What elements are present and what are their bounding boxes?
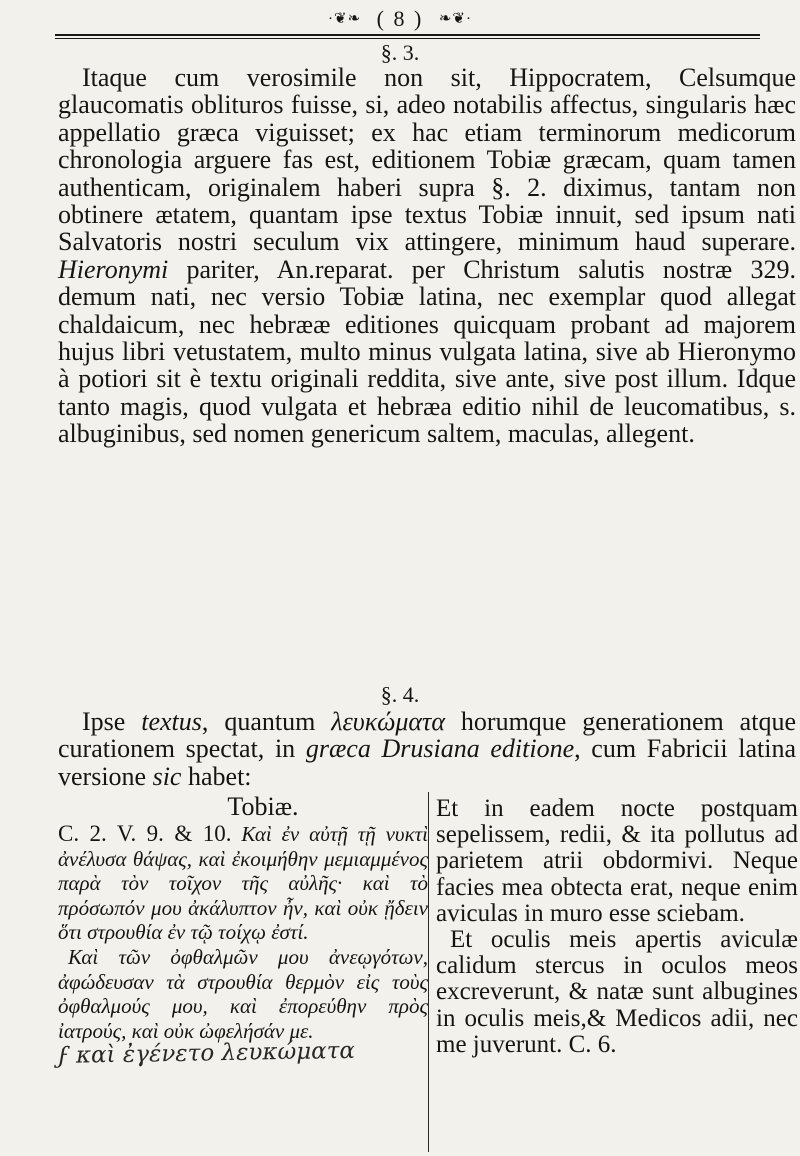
chapter-ref: C. 6. [568,1030,617,1058]
chapter-verse-ref: C. 2. V. 9. & 10. [58,821,232,846]
greek-column [58,792,428,1069]
paragraph-text-cont: pariter, An.reparat. per Christum salutis nostræ 329. demum nati, nec versio Tobiæ latina, nec exemplar quod allegat chaldaicum, nec hebrææ editiones quicquam probant ad majorem hujus libri vetustatem, multo minus vulgata latina, sive ab Hieronymo à potiori sit è textu originali reddita, sive ante, sive post illum. Idque tanto magis, quod vulgata et hebræa editio nihil de leucomatibus, s. albuginibus, sed nomen genericum saltem, maculas, allegent. [58,254,796,449]
section-mark-3: §. 3. [380,40,420,65]
edition-name: græca Drusiana editione [305,734,575,764]
latin-verse-9: Et in eadem nocte postquam sepelissem, redii, & ita pollutus ad parietem atrii obdormivi. Neque facies mea obtecta erat, neque enim aviculas in muro esse sciebam. [436,795,798,927]
section-mark-4: §. 4. [380,682,420,707]
parallel-text [58,792,798,1152]
greek-verse-9: C. 2. V. 9. & 10. Καὶ ἐν αὐτῇ τῇ νυκτὶ ἀνέλυσα θάψας, καὶ ἐκοιμήθην μεμιαμμένος παρὰ τὸν τοῖχον τῆς αὐλῆς· καὶ τὸ πρόσωπόν μου ἀκάλυπτον ἦν, καὶ οὐκ ᾔδειν ὅτι στρουθία ἐν τῷ τοίχῳ ἐστί. [58,821,428,945]
paragraph-text: Itaque cum verosimile non sit, Hippocratem, Celsumque glaucomatis oblituros fuisse, si, adeo notabilis affectus, singularis hæc appellatio græca viguisset; ex hac etiam terminorum medicorum chronologia arguere fas est, editionem Tobiæ græcam, quam tamen authenticam, originalem haberi supra §. 2. diximus, tantam non obtinere ætatem, quantam ipse textus Tobiæ innuit, sed ipsum nati Salvatoris nostri seculum vix attingere, minimum haud superare. [58,63,796,257]
greek-verse-10: Καὶ τῶν ὀφθαλμῶν μου ἀνεῳγότων, ἀφώδευσαν τὰ στρουθία θερμὸν εἰς τοὺς ὀφθαλμούς μου, καὶ ἐπορεύθην πρὸς ἰατρούς, καὶ οὐκ ὠφελήσάν με. [58,944,428,1043]
ornament-left: ·❦❧ [328,11,362,28]
latin-column [436,792,798,1058]
page-number: ( 8 ) [376,5,424,31]
paragraph-section-3 [58,64,796,448]
head-rule-thin [55,38,760,39]
paragraph-section-4: Ipse textus, quantum λευκώματα horumque generationem atque curationem spectat, in græca Drusiana editione, cum Fabricii latina versione sic habet: [58,707,796,791]
hieronymi-italic: Hieronymi [58,254,169,284]
running-head [0,4,800,34]
column-title: Tobiæ. [227,792,299,821]
greek-term: λευκώματα [331,707,445,736]
handwritten-note: ϝ καὶ ἐγένετο λευκώματα [57,1038,356,1070]
column-divider [428,792,429,1152]
head-rule [55,34,760,36]
ornament-right: ❧❦· [438,11,472,28]
textus-italic: textus [141,707,202,736]
latin-verse-10: Et oculis meis apertis aviculæ calidum stercus in oculos meos excreverunt, & natæ sunt albugines in oculis meis,& Medicos adii, nec me juverunt. C. 6. [436,926,798,1058]
